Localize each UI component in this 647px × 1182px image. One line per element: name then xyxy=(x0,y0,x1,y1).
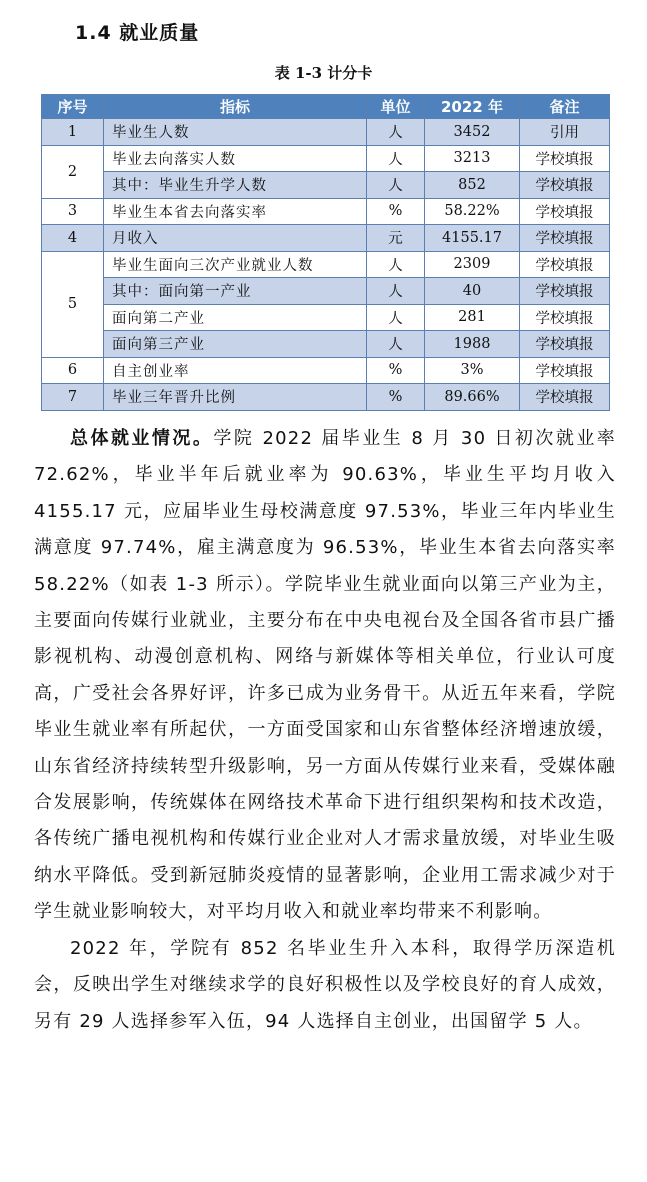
row-note: 学校填报 xyxy=(520,225,610,252)
row-no: 6 xyxy=(42,357,104,384)
table-caption: 表 1-3 计分卡 xyxy=(274,64,373,82)
row-indicator: 毕业生人数 xyxy=(104,119,367,146)
row-indicator: 其中：面向第一产业 xyxy=(104,278,367,305)
row-value: 1988 xyxy=(425,331,520,358)
row-unit: 人 xyxy=(367,172,425,199)
row-unit: % xyxy=(367,357,425,384)
header-note: 备注 xyxy=(520,95,610,119)
table-header-row xyxy=(42,95,610,119)
row-note: 学校填报 xyxy=(520,304,610,331)
row-value: 89.66% xyxy=(425,384,520,411)
row-unit: 人 xyxy=(367,251,425,278)
header-unit: 单位 xyxy=(367,95,425,119)
row-value: 3% xyxy=(425,357,520,384)
score-table xyxy=(41,94,610,411)
paragraph-further-study xyxy=(34,931,616,1040)
table-row xyxy=(42,172,610,199)
row-unit: 人 xyxy=(367,145,425,172)
section-heading: 1.4 就业质量 xyxy=(75,22,200,44)
table-row xyxy=(42,225,610,252)
table-row xyxy=(42,384,610,411)
row-value: 852 xyxy=(425,172,520,199)
row-no: 5 xyxy=(42,251,104,357)
table-row xyxy=(42,198,610,225)
row-value: 281 xyxy=(425,304,520,331)
row-indicator: 自主创业率 xyxy=(104,357,367,384)
row-indicator: 月收入 xyxy=(104,225,367,252)
paragraph-lead: 总体就业情况。 xyxy=(70,428,214,449)
row-note: 学校填报 xyxy=(520,198,610,225)
paragraph-overall-employment xyxy=(34,421,616,931)
header-no: 序号 xyxy=(42,95,104,119)
row-value: 2309 xyxy=(425,251,520,278)
row-unit: % xyxy=(367,198,425,225)
row-unit: 元 xyxy=(367,225,425,252)
row-no: 3 xyxy=(42,198,104,225)
row-value: 3213 xyxy=(425,145,520,172)
table-row xyxy=(42,251,610,278)
header-year: 2022 年 xyxy=(425,95,520,119)
row-note: 学校填报 xyxy=(520,278,610,305)
table-row xyxy=(42,119,610,146)
row-indicator: 其中：毕业生升学人数 xyxy=(104,172,367,199)
row-value: 40 xyxy=(425,278,520,305)
row-unit: % xyxy=(367,384,425,411)
row-unit: 人 xyxy=(367,331,425,358)
row-note: 学校填报 xyxy=(520,331,610,358)
row-indicator: 毕业生本省去向落实率 xyxy=(104,198,367,225)
table-row xyxy=(42,357,610,384)
row-indicator: 毕业生面向三次产业就业人数 xyxy=(104,251,367,278)
row-no: 1 xyxy=(42,119,104,146)
paragraph-body: 学院 2022 届毕业生 8 月 30 日初次就业率 72.62%，毕业半年后就业率为 90.63%，毕业生平均月收入 4155.17 元，应届毕业生母校满意度 97.53%，毕业三年内毕业生满意度 97.74%，雇主满意度为 96.53%，毕业生本省去向落实率 58.22%（如表 1-3 所示）。学院毕业生就业面向以第三产业为主，主要面向传媒行业就业，主要分布在中央电视台及全国各省市县广播影视机构、动漫创意机构、网络与新媒体等相关单位，行业认可度高，广受社会各界好评，许多已成为业务骨干。从近五年来看，学院毕业生就业率有所起伏，一方面受国家和山东省整体经济增速放缓，山东省经济持续转型升级影响，另一方面从传媒行业来看，受媒体融合发展影响，传统媒体在网络技术革命下进行组织架构和技术改造，各传统广播电视机构和传媒行业企业对人才需求量放缓，对毕业生吸纳水平降低。受到新冠肺炎疫情的显著影响，企业用工需求减少对于学生就业影响较大，对平均月收入和就业率均带来不利影响。 xyxy=(34,428,616,923)
row-note: 学校填报 xyxy=(520,384,610,411)
row-indicator: 毕业去向落实人数 xyxy=(104,145,367,172)
row-indicator: 毕业三年晋升比例 xyxy=(104,384,367,411)
row-unit: 人 xyxy=(367,119,425,146)
table-row xyxy=(42,331,610,358)
row-unit: 人 xyxy=(367,304,425,331)
row-note: 学校填报 xyxy=(520,357,610,384)
row-note: 学校填报 xyxy=(520,145,610,172)
row-note: 学校填报 xyxy=(520,172,610,199)
paragraph-body: 2022 年，学院有 852 名毕业生升入本科，取得学历深造机会，反映出学生对继续求学的良好积极性以及学校良好的育人成效，另有 29 人选择参军入伍，94 人选择自主创业，出国留学 5 人。 xyxy=(34,937,616,1032)
row-no: 2 xyxy=(42,145,104,198)
row-indicator: 面向第二产业 xyxy=(104,304,367,331)
row-no: 4 xyxy=(42,225,104,252)
row-value: 3452 xyxy=(425,119,520,146)
table-row xyxy=(42,278,610,305)
row-value: 58.22% xyxy=(425,198,520,225)
row-note: 引用 xyxy=(520,119,610,146)
row-unit: 人 xyxy=(367,278,425,305)
table-row xyxy=(42,304,610,331)
body-text xyxy=(34,421,616,1040)
table-row xyxy=(42,145,610,172)
row-no: 7 xyxy=(42,384,104,411)
row-note: 学校填报 xyxy=(520,251,610,278)
header-indicator: 指标 xyxy=(104,95,367,119)
row-value: 4155.17 xyxy=(425,225,520,252)
row-indicator: 面向第三产业 xyxy=(104,331,367,358)
